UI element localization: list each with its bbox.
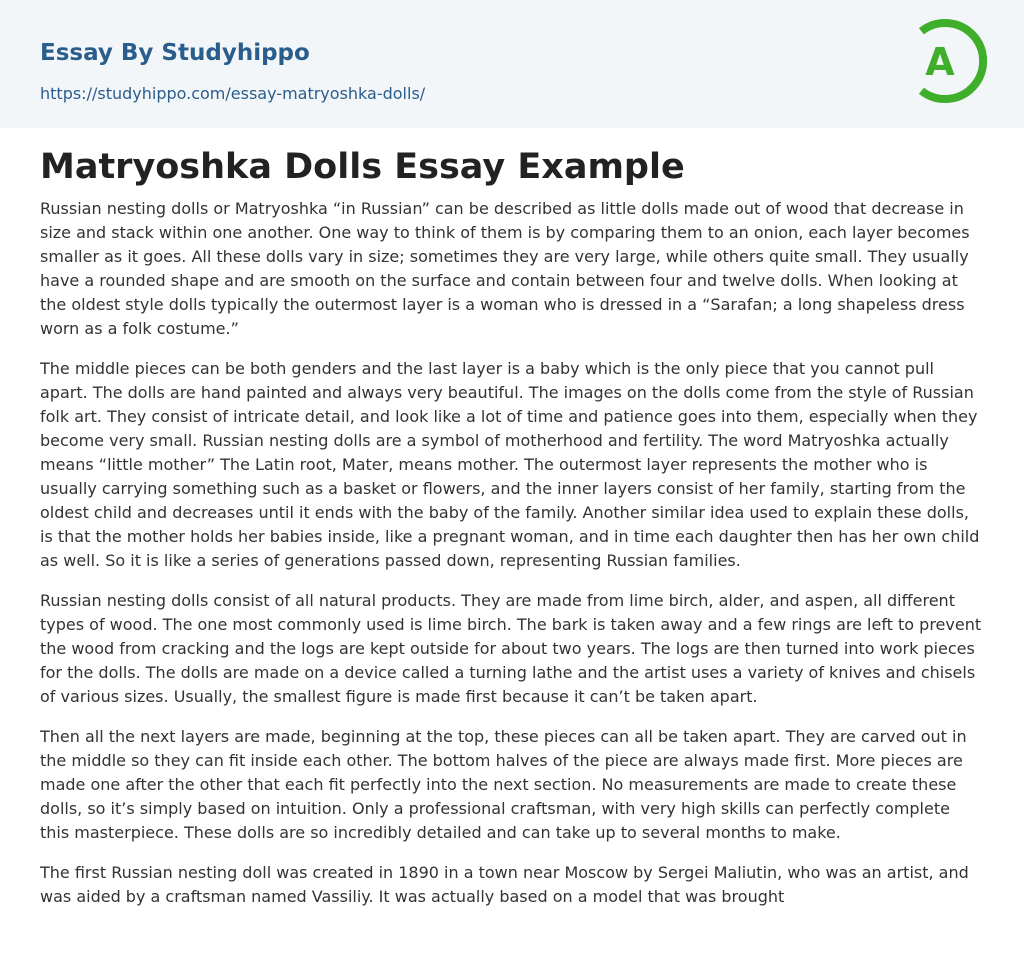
essay-title: Matryoshka Dolls Essay Example [40,147,685,187]
essay-paragraph-4: Then all the next layers are made, beginning at the top, these pieces can all be taken apart. They are carved out in the middle so they can fit inside each other. The bottom halves of the piece are always made first. More pieces are made one after the other that each fit perfectly into the next section. No measurements are made to create these dolls, so it’s simply based on intuition. Only a professional craftsman, with very high skills can perfectly complete this masterpiece. These dolls are so incredibly detailed and can take up to several months to make. [40,727,967,842]
brand-name[interactable]: Essay By Studyhippo [40,40,310,66]
logo-letter: A [925,40,955,84]
site-header [0,0,1024,128]
essay-content [0,128,1024,909]
source-url-link[interactable]: https://studyhippo.com/essay-matryoshka-dolls/ [40,84,426,103]
essay-paragraph-3: Russian nesting dolls consist of all natural products. They are made from lime birch, alder, and aspen, all different types of wood. The one most commonly used is lime birch. The bark is taken away and a few rings are left to prevent the wood from cracking and the logs are kept outside for about two years. The logs are then turned into work pieces for the dolls. The dolls are made on a device called a turning lathe and the artist uses a variety of knives and chisels of various sizes. Usually, the smallest figure is made first because it can’t be taken apart. [40,591,982,706]
studyhippo-logo-icon[interactable] [911,18,987,104]
essay-paragraph-5: The first Russian nesting doll was created in 1890 in a town near Moscow by Sergei Maliutin, who was an artist, and was aided by a craftsman named Vassiliy. It was actually based on a model that was brought [40,863,969,906]
essay-paragraph-2: The middle pieces can be both genders and the last layer is a baby which is the only piece that you cannot pull apart. The dolls are hand painted and always very beautiful. The images on the dolls come from the style of Russian folk art. They consist of intricate detail, and look like a lot of time and patience goes into them, especially when they become very small. Russian nesting dolls are a symbol of motherhood and fertility. The word Matryoshka actually means “little mother” The Latin root, Mater, means mother. The outermost layer represents the mother who is usually carrying something such as a basket or flowers, and the inner layers consist of her family, starting from the oldest child and decreases until it ends with the baby of the family. Another similar idea used to explain these dolls, is that the mother holds her babies inside, like a pregnant woman, and in time each daughter then has her own child as well. So it is like a series of generations passed down, representing Russian families. [40,359,980,570]
essay-paragraph-1: Russian nesting dolls or Matryoshka “in Russian” can be described as little dolls made out of wood that decrease in size and stack within one another. One way to think of them is by comparing them to an onion, each layer becomes smaller as it goes. All these dolls vary in size; sometimes they are very large, while others quite small. They usually have a rounded shape and are smooth on the surface and contain between four and twelve dolls. When looking at the oldest style dolls typically the outermost layer is a woman who is dressed in a “Sarafan; a long shapeless dress worn as a folk costume.” [40,199,970,338]
